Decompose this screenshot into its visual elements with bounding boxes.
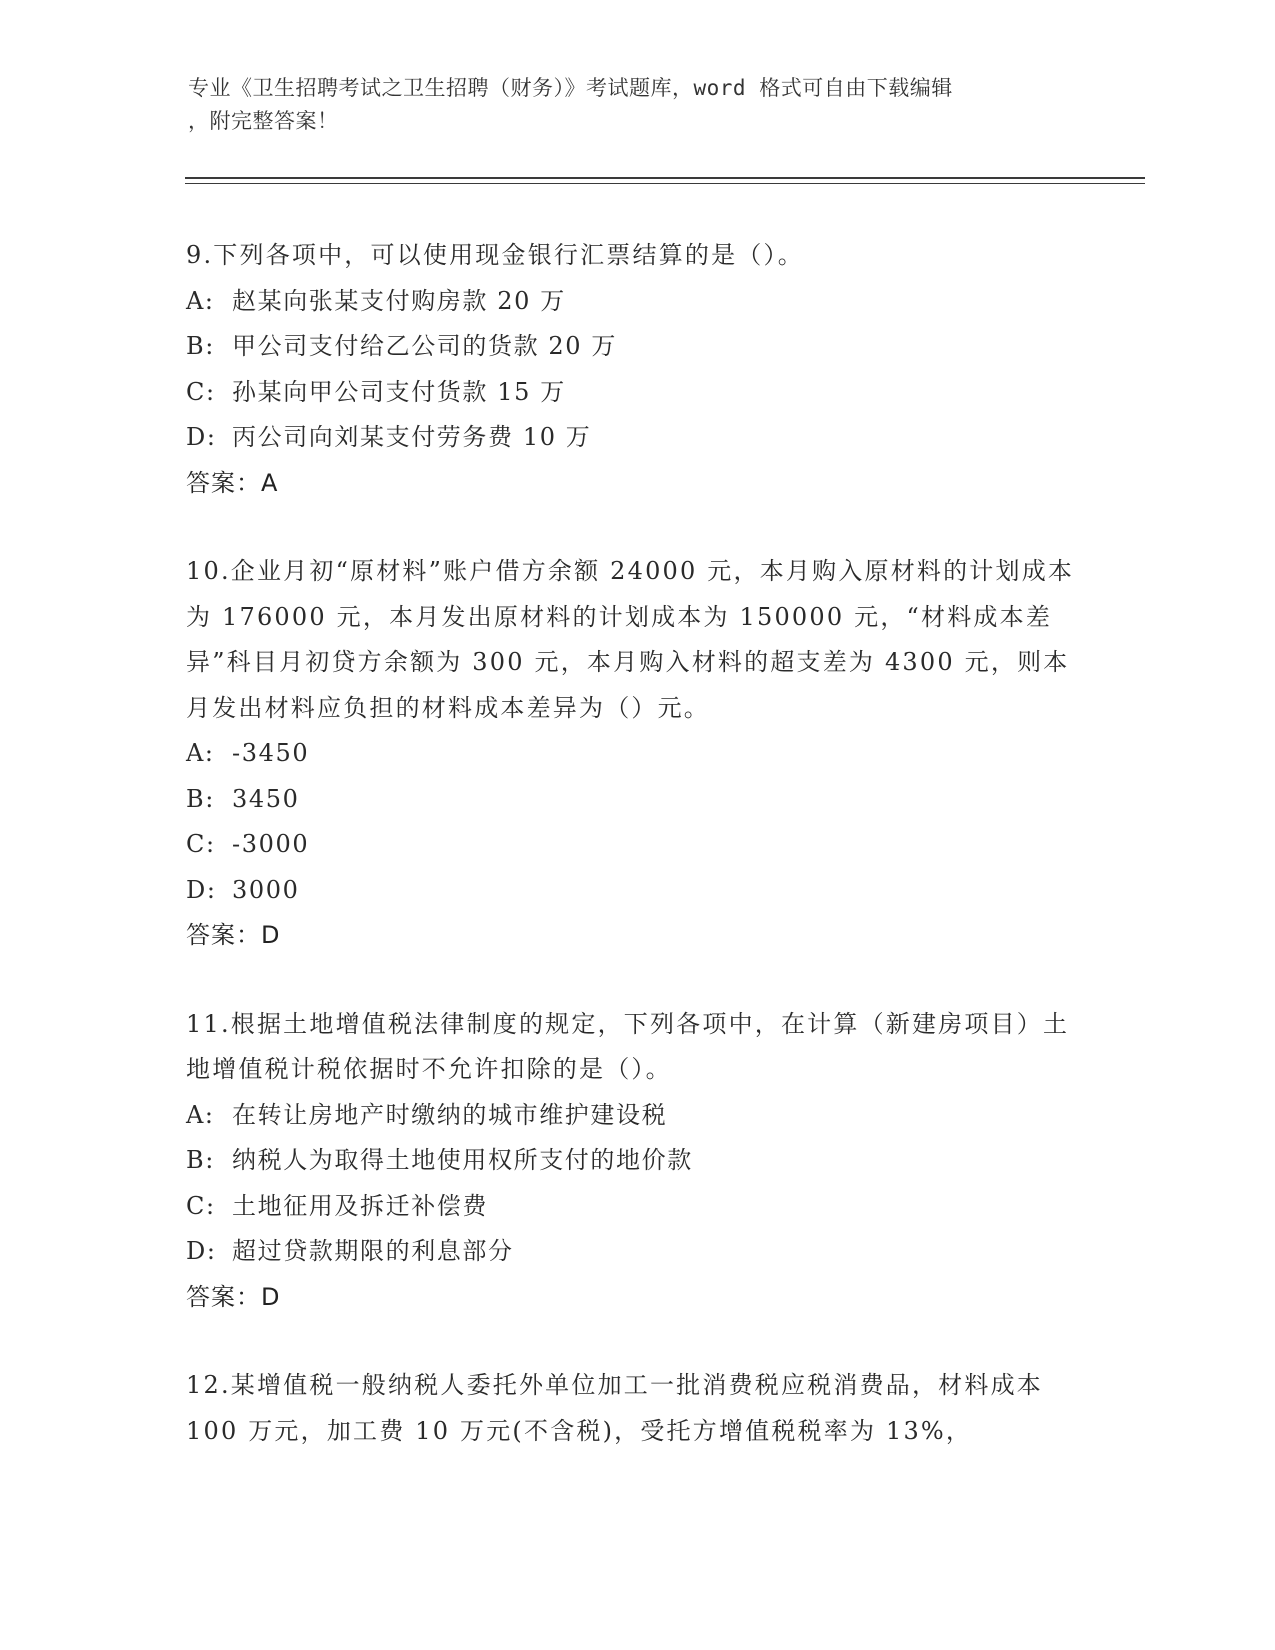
option-text: 3000 — [232, 875, 300, 904]
option-d — [186, 1229, 1086, 1275]
question-text: 10.企业月初“原材料”账户借方余额 24000 元，本月购入原材料的计划成本为 176000 元，本月发出原材料的计划成本为 150000 元，“材料成本差异”科目月初贷方余额为 300 元，本月购入材料的超支差为 4300 元，则本月发出材料应负担的材料成本差异为（）元。 — [186, 557, 1075, 722]
option-label: D: — [186, 875, 217, 904]
document-header — [188, 72, 1088, 138]
option-label: D: — [186, 1237, 217, 1265]
answer-line: 答案：D — [186, 1282, 281, 1311]
option-label: B: — [186, 332, 215, 360]
option-text: 纳税人为取得土地使用权所支付的地价款 — [232, 1146, 693, 1174]
option-text: 孙某向甲公司支付货款 15 万 — [232, 377, 566, 406]
option-label: B: — [186, 784, 215, 813]
option-label: A: — [186, 1100, 215, 1129]
option-d — [186, 415, 1086, 461]
header-divider — [185, 177, 1145, 179]
question-text: 9.下列各项中，可以使用现金银行汇票结算的是（）。 — [186, 241, 804, 269]
question-11 — [186, 1002, 1086, 1321]
answer-line: 答案：D — [186, 921, 281, 949]
option-text: 丙公司向刘某支付劳务费 10 万 — [232, 423, 592, 451]
option-text: 3450 — [232, 784, 300, 813]
option-label: A: — [186, 286, 215, 315]
header-divider-thin — [185, 183, 1145, 184]
option-text: 土地征用及拆迁补偿费 — [232, 1191, 488, 1220]
question-10 — [186, 549, 1086, 959]
header-line-1: 专业《卫生招聘考试之卫生招聘（财务）》考试题库，word 格式可自由下载编辑 — [188, 76, 953, 100]
option-a — [186, 1093, 1086, 1139]
answer-line: 答案：A — [186, 468, 279, 497]
option-label: C: — [186, 830, 216, 858]
option-label: A: — [186, 739, 215, 767]
option-a — [186, 731, 1086, 777]
question-12 — [186, 1363, 1086, 1454]
option-text: 超过贷款期限的利息部分 — [232, 1237, 514, 1265]
option-text: 在转让房地产时缴纳的城市维护建设税 — [232, 1100, 668, 1129]
option-text: -3450 — [232, 739, 310, 767]
question-list — [186, 233, 1086, 1497]
option-c — [186, 370, 1086, 416]
option-b — [186, 1138, 1086, 1184]
question-9 — [186, 233, 1086, 506]
option-label: C: — [186, 1191, 216, 1220]
option-text: 赵某向张某支付购房款 20 万 — [232, 286, 566, 315]
question-text: 12.某增值税一般纳税人委托外单位加工一批消费税应税消费品，材料成本 100 万元，加工费 10 万元(不含税)，受托方增值税税率为 13%， — [186, 1371, 1043, 1445]
option-label: D: — [186, 423, 217, 451]
option-a — [186, 279, 1086, 325]
option-c — [186, 822, 1086, 868]
option-text: 甲公司支付给乙公司的货款 20 万 — [232, 332, 617, 360]
option-c — [186, 1184, 1086, 1230]
option-b — [186, 777, 1086, 823]
header-line-2: ，附完整答案！ — [188, 109, 339, 133]
option-label: B: — [186, 1146, 215, 1174]
option-b — [186, 324, 1086, 370]
option-text: -3000 — [232, 830, 310, 858]
option-label: C: — [186, 377, 216, 406]
option-d — [186, 868, 1086, 914]
question-text: 11.根据土地增值税法律制度的规定，下列各项中，在计算（新建房项目）土地增值税计税依据时不允许扣除的是（）。 — [186, 1009, 1070, 1083]
